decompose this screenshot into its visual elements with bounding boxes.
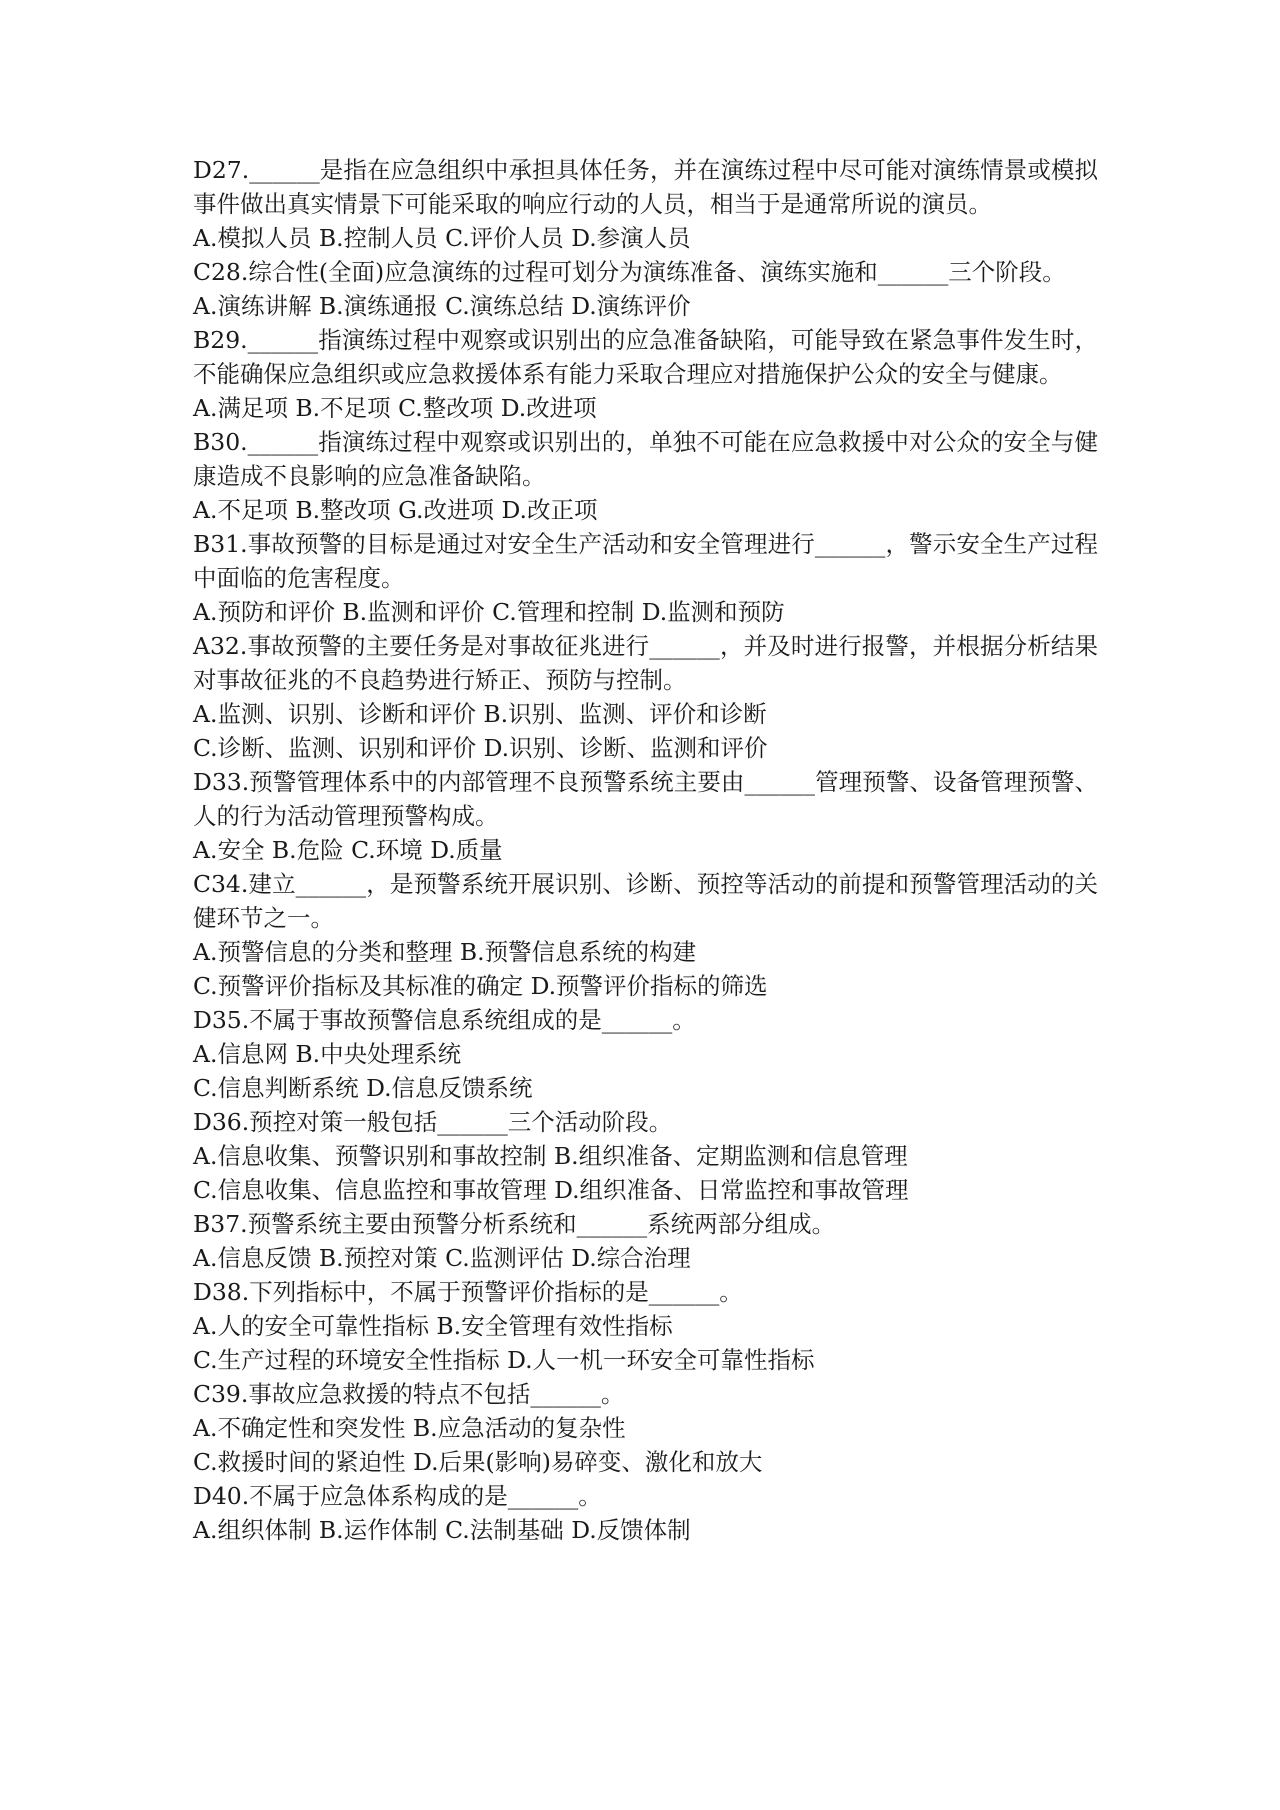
question-d36: D36.预控对策一般包括______三个活动阶段。 <box>193 1108 673 1136</box>
options-c39-line2: C.救援时间的紧迫性 D.后果(影响)易碎变、激化和放大 <box>193 1448 763 1476</box>
options-c34-line2: C.预警评价指标及其标准的确定 D.预警评价指标的筛选 <box>193 972 768 1000</box>
question-d27: D27.______是指在应急组织中承担具体任务，并在演练过程中尽可能对演练情景或模拟事件做出真实情景下可能采取的响应行动的人员，相当于是通常所说的演员。 <box>193 156 1098 218</box>
question-d40: D40.不属于应急体系构成的是______。 <box>193 1482 602 1510</box>
options-d38-line2: C.生产过程的环境安全性指标 D.人一机一环安全可靠性指标 <box>193 1346 815 1374</box>
question-d33: D33.预警管理体系中的内部管理不良预警系统主要由______管理预警、设备管理预警、人的行为活动管理预警构成。 <box>193 768 1098 830</box>
options-c34-line1: A.预警信息的分类和整理 B.预警信息系统的构建 <box>193 938 697 966</box>
options-d36-line2: C.信息收集、信息监控和事故管理 D.组织准备、日常监控和事故管理 <box>193 1176 909 1204</box>
question-c34: C34.建立______，是预警系统开展识别、诊断、预控等活动的前提和预警管理活动的关健环节之一。 <box>193 870 1098 932</box>
options-d27: A.模拟人员 B.控制人员 C.评价人员 D.参演人员 <box>193 224 691 252</box>
question-a32: A32.事故预警的主要任务是对事故征兆进行______，并及时进行报警，并根据分析结果对事故征兆的不良趋势进行矫正、预防与控制。 <box>193 632 1098 694</box>
question-b37: B37.预警系统主要由预警分析系统和______系统两部分组成。 <box>193 1210 836 1238</box>
options-b29: A.满足项 B.不足项 C.整改项 D.改进项 <box>193 394 597 422</box>
document-body <box>193 153 1098 1547</box>
options-b31: A.预防和评价 B.监测和评价 C.管理和控制 D.监测和预防 <box>193 598 785 626</box>
question-c28: C28.综合性(全面)应急演练的过程可划分为演练准备、演练实施和______三个阶段。 <box>193 258 1066 286</box>
options-d35-line1: A.信息网 B.中央处理系统 <box>193 1040 462 1068</box>
question-d35: D35.不属于事故预警信息系统组成的是______。 <box>193 1006 696 1034</box>
question-c39: C39.事故应急救援的特点不包括______。 <box>193 1380 625 1408</box>
question-b30: B30.______指演练过程中观察或识别出的，单独不可能在应急救援中对公众的安全与健康造成不良影响的应急准备缺陷。 <box>193 428 1098 490</box>
options-d33: A.安全 B.危险 C.环境 D.质量 <box>193 836 503 864</box>
options-c39-line1: A.不确定性和突发性 B.应急活动的复杂性 <box>193 1414 626 1442</box>
question-b29: B29.______指演练过程中观察或识别出的应急准备缺陷，可能导致在紧急事件发生时，不能确保应急组织或应急救援体系有能力采取合理应对措施保护公众的安全与健康。 <box>193 326 1098 388</box>
options-d38-line1: A.人的安全可靠性指标 B.安全管理有效性指标 <box>193 1312 673 1340</box>
options-d40: A.组织体制 B.运作体制 C.法制基础 D.反馈体制 <box>193 1516 691 1544</box>
options-d35-line2: C.信息判断系统 D.信息反馈系统 <box>193 1074 533 1102</box>
options-b37: A.信息反馈 B.预控对策 C.监测评估 D.综合治理 <box>193 1244 691 1272</box>
options-a32-line2: C.诊断、监测、识别和评价 D.识别、诊断、监测和评价 <box>193 734 768 762</box>
options-d36-line1: A.信息收集、预警识别和事故控制 B.组织准备、定期监测和信息管理 <box>193 1142 908 1170</box>
question-d38: D38.下列指标中，不属于预警评价指标的是______。 <box>193 1278 743 1306</box>
options-c28: A.演练讲解 B.演练通报 C.演练总结 D.演练评价 <box>193 292 691 320</box>
options-b30: A.不足项 B.整改项 G.改进项 D.改正项 <box>193 496 598 524</box>
question-b31: B31.事故预警的目标是通过对安全生产活动和安全管理进行______，警示安全生产过程中面临的危害程度。 <box>193 530 1098 592</box>
options-a32-line1: A.监测、识别、诊断和评价 B.识别、监测、评价和诊断 <box>193 700 767 728</box>
